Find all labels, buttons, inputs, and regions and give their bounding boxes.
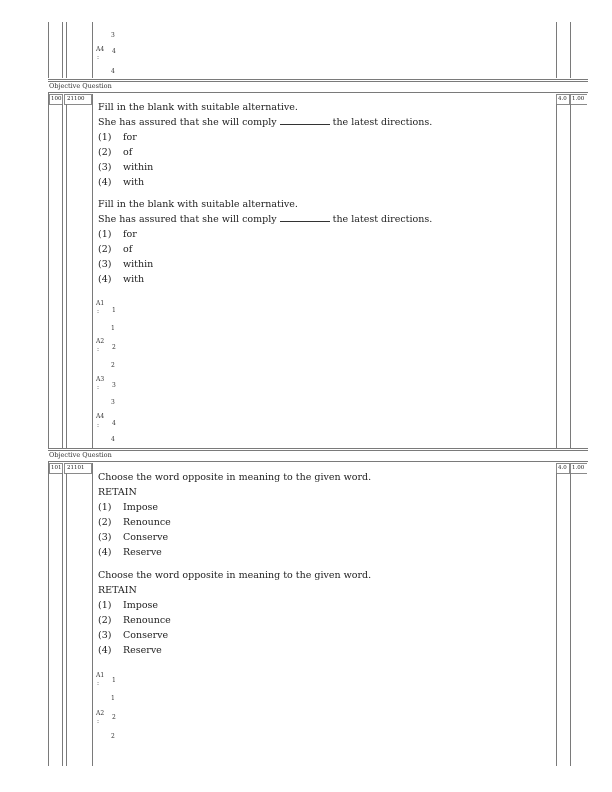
- border-line: [48, 92, 49, 448]
- option-text: with: [123, 177, 145, 188]
- answer-label: A4: [96, 46, 105, 53]
- question-block: [98, 568, 538, 658]
- option: [98, 145, 538, 160]
- option: [98, 160, 538, 175]
- option-text: for: [123, 229, 137, 240]
- answer-value: 4: [112, 420, 116, 427]
- option-number: (2): [98, 244, 112, 255]
- option-text: within: [123, 162, 154, 173]
- option-text: Reserve: [123, 645, 162, 656]
- option-number: (3): [98, 532, 112, 543]
- answer-value: 4: [111, 68, 115, 75]
- option: [98, 257, 538, 272]
- option-number: (4): [98, 274, 112, 285]
- border-line: [556, 473, 557, 766]
- option: [98, 175, 538, 190]
- border-line: [48, 22, 49, 78]
- option: [98, 613, 538, 628]
- option-text: within: [123, 259, 154, 270]
- option-number: (1): [98, 600, 112, 611]
- option-number: (2): [98, 147, 112, 158]
- section-label: Objective Question: [49, 451, 112, 459]
- stem-before: She has assured that she will comply: [98, 117, 277, 128]
- answer-value: 2: [111, 362, 115, 369]
- answer-label: A3: [96, 376, 105, 383]
- option: [98, 643, 538, 658]
- option-number: (3): [98, 259, 112, 270]
- option-text: Conserve: [123, 630, 169, 641]
- answer-value: 1: [112, 307, 116, 314]
- border-line: [92, 94, 93, 448]
- question-id: 21101: [67, 465, 85, 471]
- answer-colon: :: [97, 680, 100, 687]
- serial-number: 101: [51, 465, 62, 471]
- blank-line: [280, 213, 330, 222]
- option-number: (4): [98, 177, 112, 188]
- answer-colon: :: [97, 346, 100, 353]
- option-number: (1): [98, 229, 112, 240]
- border-line: [62, 22, 63, 78]
- answer-colon: :: [97, 384, 100, 391]
- border-line: [570, 104, 571, 448]
- option-text: Renounce: [123, 517, 171, 528]
- option: [98, 227, 538, 242]
- answer-value: 1: [111, 325, 115, 332]
- answer-value: 1: [112, 677, 116, 684]
- qid-cell: [64, 463, 92, 474]
- answer-label: A2: [96, 710, 105, 717]
- border-line: [92, 463, 93, 766]
- answer-value: 1: [111, 695, 115, 702]
- border-line: [92, 22, 93, 78]
- answer-label: A4: [96, 413, 105, 420]
- answer-value: 4: [111, 436, 115, 443]
- question-block: [98, 470, 538, 560]
- neg-cell: [570, 463, 587, 474]
- question-instruction: Choose the word opposite in meaning to the given word.: [98, 472, 372, 483]
- answer-colon: :: [97, 54, 100, 61]
- question-word: RETAIN: [98, 585, 137, 596]
- option: [98, 545, 538, 560]
- option-text: of: [123, 244, 133, 255]
- blank-line: [280, 116, 330, 125]
- border-line: [62, 473, 63, 766]
- border-line: [66, 473, 67, 766]
- answer-colon: :: [97, 718, 100, 725]
- border-line: [48, 461, 49, 766]
- question-id: 21100: [67, 96, 85, 102]
- question-block: [98, 100, 538, 190]
- neg-cell: [570, 94, 587, 105]
- answer-value: 2: [112, 344, 116, 351]
- answer-value: 2: [111, 733, 115, 740]
- row-divider: [48, 92, 588, 93]
- option-text: Conserve: [123, 532, 169, 543]
- question-stem: [98, 115, 538, 130]
- sno-cell: [49, 463, 63, 474]
- option-number: (1): [98, 502, 112, 513]
- question-instruction: Fill in the blank with suitable alternative.: [98, 199, 298, 210]
- question-word: RETAIN: [98, 487, 137, 498]
- question-instruction: Fill in the blank with suitable alternative.: [98, 102, 298, 113]
- answer-value: 2: [112, 714, 116, 721]
- question-block: [98, 197, 538, 287]
- serial-number: 100: [51, 96, 62, 102]
- qid-cell: [64, 94, 92, 105]
- border-line: [62, 104, 63, 448]
- answer-value: 3: [111, 399, 115, 406]
- marks: 4.0: [558, 96, 567, 102]
- option-text: of: [123, 147, 133, 158]
- option: [98, 130, 538, 145]
- answer-colon: :: [97, 422, 100, 429]
- stem-after: the latest directions.: [332, 214, 433, 225]
- row-divider: [48, 448, 588, 449]
- row-divider: [48, 450, 588, 451]
- option: [98, 500, 538, 515]
- option-number: (2): [98, 615, 112, 626]
- option: [98, 598, 538, 613]
- answer-label: A1: [96, 672, 105, 679]
- answer-label: A2: [96, 338, 105, 345]
- negative-marks: 1.00: [572, 96, 585, 102]
- answer-value: 3: [112, 382, 116, 389]
- option: [98, 515, 538, 530]
- stem-before: She has assured that she will comply: [98, 214, 277, 225]
- row-divider: [48, 461, 588, 462]
- marks-cell: [556, 94, 570, 105]
- border-line: [570, 473, 571, 766]
- row-divider: [48, 81, 588, 82]
- question-stem: [98, 212, 538, 227]
- border-line: [556, 104, 557, 448]
- stem-after: the latest directions.: [332, 117, 433, 128]
- question-instruction: Choose the word opposite in meaning to the given word.: [98, 570, 372, 581]
- border-line: [556, 22, 557, 78]
- option-number: (4): [98, 645, 112, 656]
- option-number: (3): [98, 630, 112, 641]
- option-number: (3): [98, 162, 112, 173]
- border-line: [66, 104, 67, 448]
- row-divider: [48, 79, 588, 80]
- answer-colon: :: [97, 308, 100, 315]
- option: [98, 628, 538, 643]
- option-text: Reserve: [123, 547, 162, 558]
- option-number: (1): [98, 132, 112, 143]
- option-text: Impose: [123, 502, 159, 513]
- section-label: Objective Question: [49, 82, 112, 90]
- answer-value: 3: [111, 32, 115, 39]
- option: [98, 530, 538, 545]
- option-text: with: [123, 274, 145, 285]
- sno-cell: [49, 94, 63, 105]
- marks-cell: [556, 463, 570, 474]
- option-number: (4): [98, 547, 112, 558]
- option: [98, 242, 538, 257]
- option-text: Renounce: [123, 615, 171, 626]
- option-text: for: [123, 132, 137, 143]
- option: [98, 272, 538, 287]
- answer-label: A1: [96, 300, 105, 307]
- marks: 4.0: [558, 465, 567, 471]
- border-line: [66, 22, 67, 78]
- border-line: [570, 22, 571, 78]
- option-text: Impose: [123, 600, 159, 611]
- option-number: (2): [98, 517, 112, 528]
- answer-value: 4: [112, 48, 116, 55]
- negative-marks: 1.00: [572, 465, 585, 471]
